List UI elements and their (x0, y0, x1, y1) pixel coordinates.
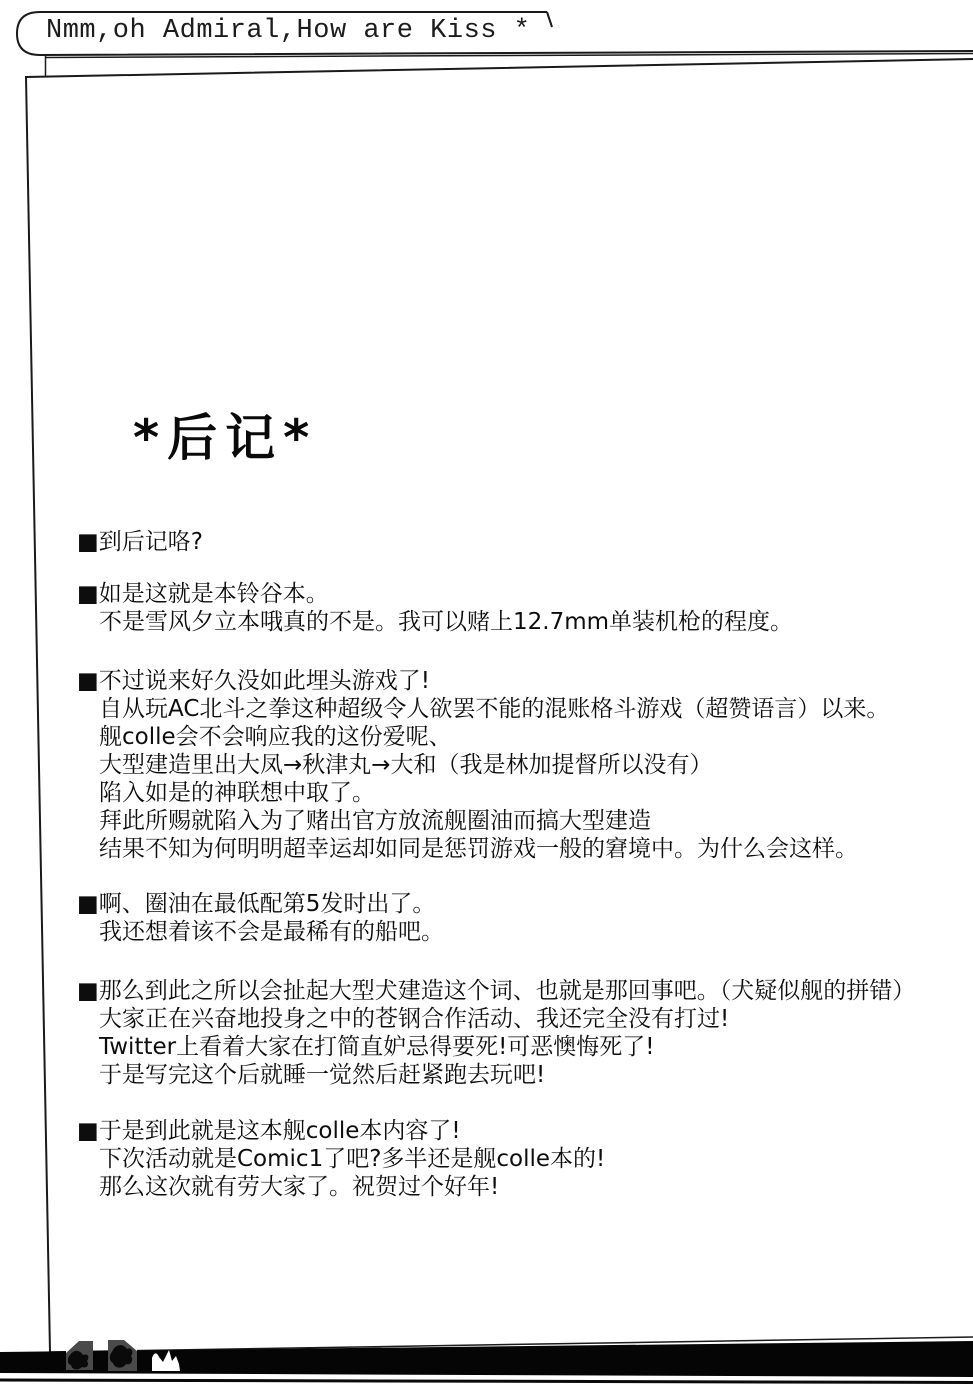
afterword-line: 下次活动就是Comic1了吧?多半还是舰colle本的! (99, 1146, 606, 1172)
afterword-line: ■到后记咯? (77, 529, 203, 555)
afterword-block-6 (77, 1117, 973, 1201)
afterword-line: Twitter上看着大家在打简直妒忌得要死!可恶懊悔死了! (99, 1034, 655, 1060)
afterword-line: ■不过说来好久没如此埋头游戏了! (77, 668, 430, 694)
afterword-line: 陷入如是的神联想中取了。 (99, 780, 375, 806)
footer-rule-line (0, 1380, 973, 1383)
afterword-block-5 (77, 977, 973, 1089)
afterword-line: 自从玩AC北斗之拳这种超级令人欲罢不能的混账格斗游戏（超赞语言）以来。 (99, 696, 890, 722)
afterword-line: 大家正在兴奋地投身之中的苍钢合作活动、我还完全没有打过! (99, 1006, 730, 1032)
afterword-line: 不是雪风夕立本哦真的不是。我可以赌上12.7mm单装机枪的程度。 (99, 609, 794, 635)
afterword-line: ■那么到此之所以会扯起大型犬建造这个词、也就是那回事吧。（犬疑似舰的拼错） (77, 978, 916, 1004)
afterword-line: 舰colle会不会响应我的这份爱呢、 (99, 724, 452, 750)
afterword-line: 结果不知为何明明超幸运却如同是惩罚游戏一般的窘境中。为什么会这样。 (99, 836, 858, 862)
stamp-square-1-icon (66, 1341, 93, 1370)
afterword-block-3 (77, 667, 973, 863)
afterword-line: ■于是到此就是这本舰colle本内容了! (77, 1118, 461, 1144)
page-title: *后记* (133, 409, 318, 467)
afterword-line: 大型建造里出大凤→秋津丸→大和（我是林加提督所以没有） (99, 752, 713, 778)
stamp-square-2-icon (108, 1340, 137, 1371)
header-banner-text: Nmm,oh Admiral,How are Kiss * (46, 16, 531, 46)
afterword-line: 那么这次就有劳大家了。祝贺过个好年! (99, 1174, 500, 1200)
afterword-line: 拜此所赐就陷入为了赌出官方放流舰圈油而搞大型建造 (99, 808, 651, 834)
afterword-line: 我还想着该不会是最稀有的船吧。 (99, 919, 444, 945)
afterword-block-2 (77, 580, 973, 636)
afterword-block-1 (77, 528, 973, 556)
footer-black-bar (0, 1341, 973, 1377)
header-pill-end-tick (547, 12, 552, 27)
afterword-line: ■啊、圈油在最低配第5发时出了。 (77, 891, 436, 917)
afterword-block-4 (77, 890, 973, 946)
afterword-line: ■如是这就是本铃谷本。 (77, 581, 329, 607)
afterword-line: 于是写完这个后就睡一觉然后赶紧跑去玩吧! (99, 1062, 546, 1088)
